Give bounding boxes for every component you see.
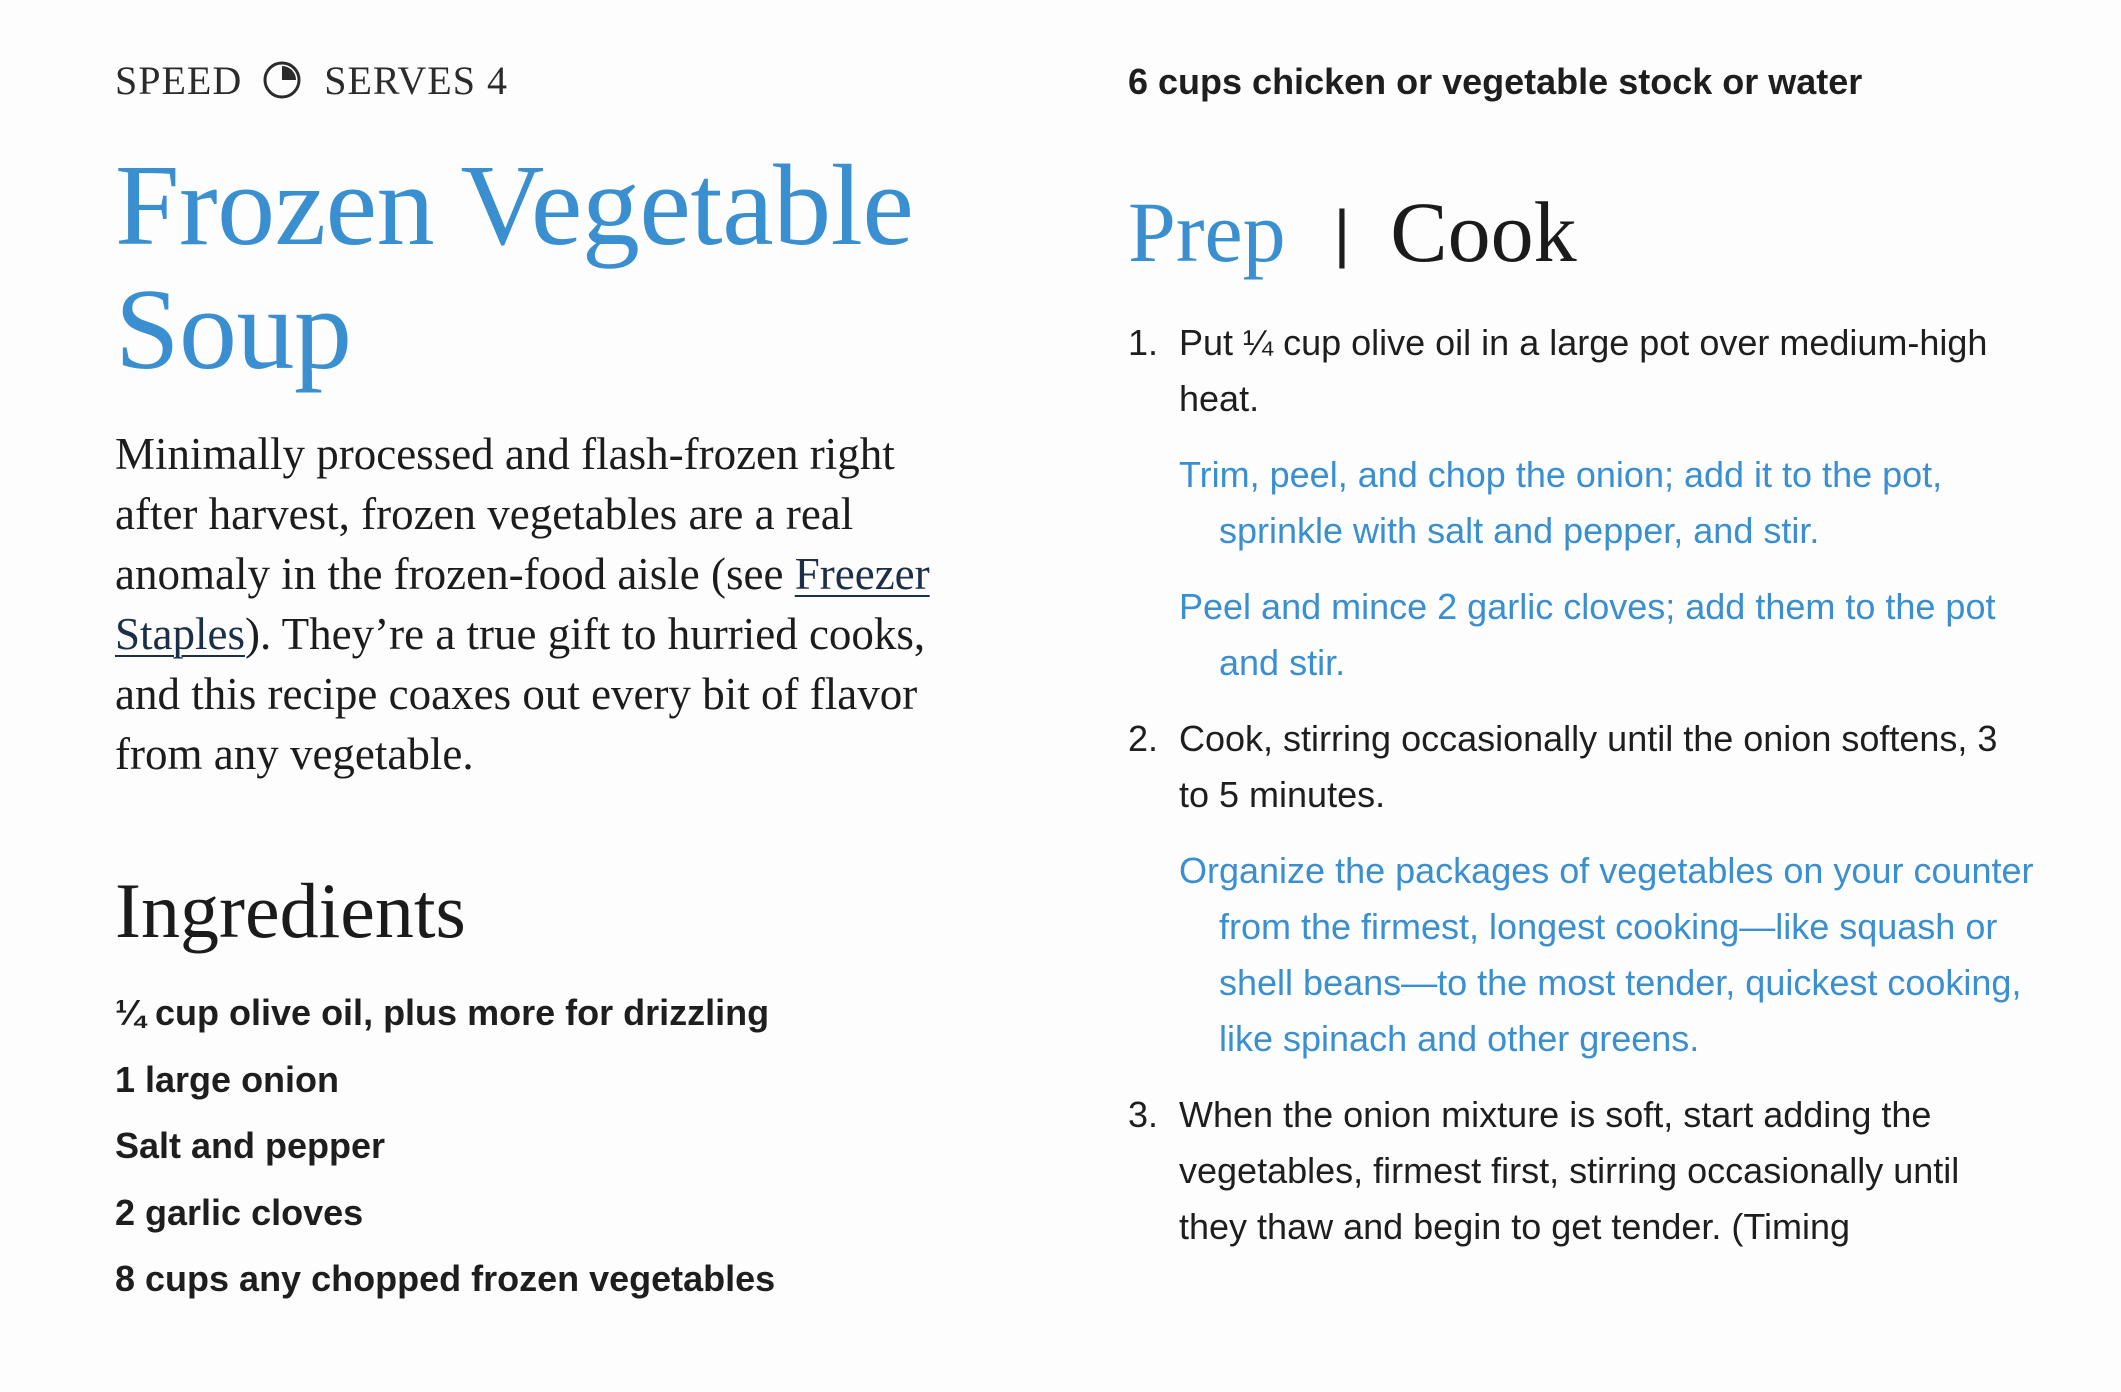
ingredient-item: Salt and pepper [115, 1125, 386, 1166]
step-number: 2. [1128, 718, 1159, 759]
serves-label: SERVES 4 [324, 57, 508, 103]
step-text: Put ¼ cup olive oil in a large pot over medium-high heat. [1179, 322, 1988, 419]
ingredient-item: 8 cups any chopped frozen vegetables [115, 1258, 776, 1299]
recipe-title-line-2: Soup [115, 266, 352, 394]
step-text: Cook, stirring occasionally until the onion softens, 3 to 5 minutes. [1179, 718, 1998, 815]
step-3 [1128, 1087, 2028, 1255]
recipe-title [115, 144, 975, 392]
cook-label: Cook [1390, 184, 1577, 280]
step-number: 3. [1128, 1094, 1159, 1135]
step-1 [1128, 315, 2028, 691]
step-2 [1128, 711, 2034, 1067]
left-column [115, 52, 975, 1313]
method-steps [1128, 315, 2034, 1255]
ingredient-item: ¼ cup olive oil, plus more for drizzling [115, 992, 770, 1033]
right-column [1128, 52, 2034, 1275]
prep-cook-heading [1128, 184, 2028, 287]
intro-text-after-link: ). They’re a true gift to hurried cooks, and this recipe coaxes out every bit of flavor from any vegetable. [115, 609, 926, 779]
step-text: When the onion mixture is soft, start adding the vegetables, firmest first, stirring occasionally until they thaw and begin to get tender. (Timing [1179, 1094, 1960, 1247]
prep-cook-divider: | [1333, 197, 1351, 269]
ingredients-heading: Ingredients [115, 867, 466, 954]
prep-note: Organize the packages of vegetables on your counter from the firmest, longest cooking—like squash or shell beans—to the most tender, quickest cooking, like spinach and other greens. [1179, 850, 2034, 1059]
prep-note: Peel and mince 2 garlic cloves; add them to the pot and stir. [1179, 586, 1996, 683]
recipe-title-line-1: Frozen Vegetable [115, 142, 914, 270]
speed-label: SPEED [115, 57, 243, 103]
speed-clock-icon [262, 60, 302, 100]
ingredient-item: 6 cups chicken or vegetable stock or water [1128, 61, 1863, 102]
ingredients-list [115, 980, 975, 1313]
freezer-staples-link[interactable]: Freezer Staples [115, 549, 930, 659]
prep-note: Trim, peel, and chop the onion; add it to the pot, sprinkle with salt and pepper, and stir. [1179, 454, 1943, 551]
prep-label: Prep [1128, 184, 1286, 280]
ingredient-item: 2 garlic cloves [115, 1191, 364, 1233]
recipe-meta [115, 52, 975, 108]
intro-text-before-link: Minimally processed and flash-frozen right after harvest, frozen vegetables are a real anomaly in the frozen-food aisle (see [115, 429, 895, 599]
ingredient-item: 1 large onion [115, 1058, 340, 1100]
recipe-intro [115, 424, 965, 784]
step-number: 1. [1128, 322, 1159, 363]
